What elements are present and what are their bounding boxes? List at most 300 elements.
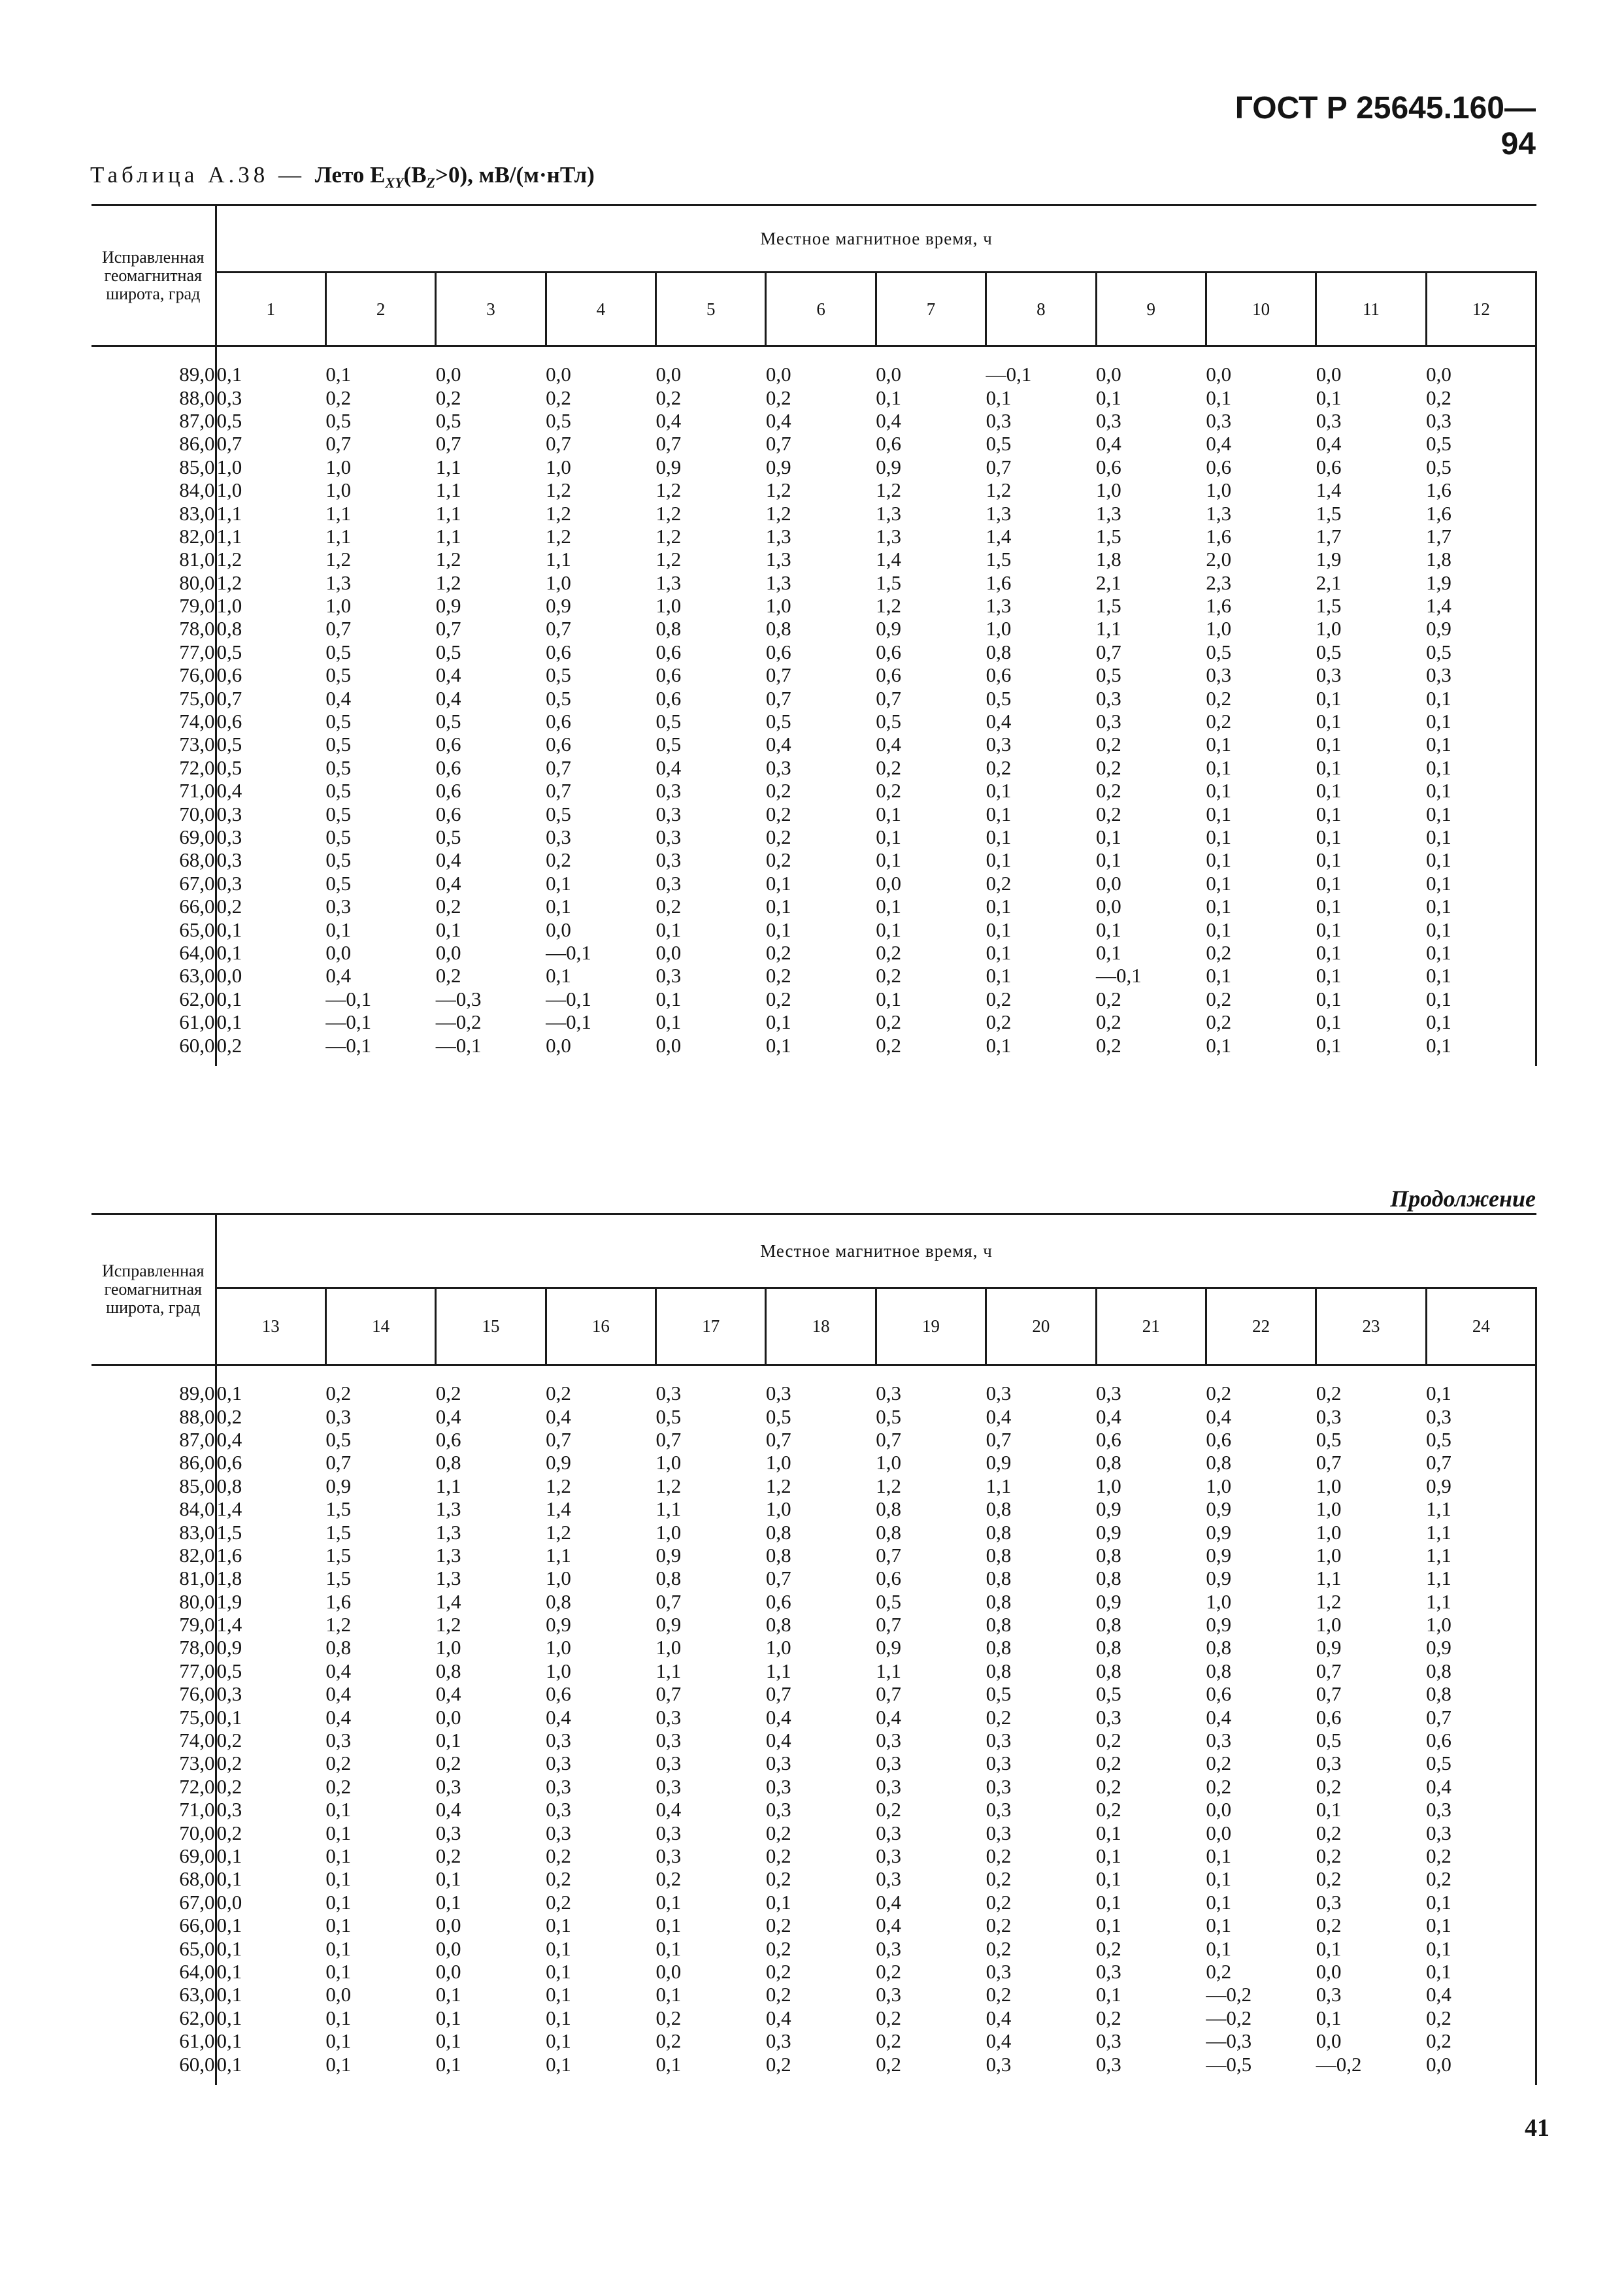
value-cell: 0,3 xyxy=(655,1774,682,1798)
value-cell: 0,1 xyxy=(546,871,571,895)
value-cell: 0,3 xyxy=(325,1729,352,1752)
value-cell: 0,1 xyxy=(325,1890,352,1914)
value-cell: 0,8 xyxy=(986,1659,1012,1682)
value-cell: 0,2 xyxy=(876,2006,901,2029)
value-cell: 0,2 xyxy=(986,1890,1012,1914)
table-row xyxy=(91,918,1536,940)
value-cell: 0,6 xyxy=(986,663,1012,687)
value-cell: 1,1 xyxy=(435,455,461,478)
value-cell: 0,1 xyxy=(325,1937,352,1960)
value-cell: 0,1 xyxy=(435,918,461,941)
value-cell: 0,2 xyxy=(1206,940,1232,964)
document-header: ГОСТ Р 25645.160—94 xyxy=(1235,91,1536,161)
value-cell: 0,3 xyxy=(216,802,242,825)
value-cell: 0,2 xyxy=(546,1867,571,1891)
value-cell: 0,2 xyxy=(876,1033,901,1057)
value-cell: 1,0 xyxy=(1206,617,1232,640)
lat-cell: 85,0 xyxy=(91,456,216,478)
value-cell: 0,4 xyxy=(325,686,352,710)
value-cell: 0,1 xyxy=(655,1890,682,1914)
value-cell: 1,6 xyxy=(1426,478,1536,501)
value-cell: 1,2 xyxy=(655,501,682,525)
lat-cell: 82,0 xyxy=(91,1544,216,1567)
value-cell: 0,0 xyxy=(1206,363,1232,386)
value-cell: 1,2 xyxy=(765,1474,791,1497)
value-cell: 1,3 xyxy=(765,571,791,594)
value-cell: 0,1 xyxy=(765,1033,791,1057)
value-cell: 0,1 xyxy=(1316,2006,1342,2029)
table-row xyxy=(91,1636,1536,1659)
value-cell: 0,1 xyxy=(435,2029,461,2053)
value-cell: 0,1 xyxy=(1426,1960,1536,1983)
value-cell: 0,0 xyxy=(216,964,242,988)
value-cell: 0,1 xyxy=(216,1937,242,1960)
table-row xyxy=(91,1405,1536,1427)
value-cell: 0,3 xyxy=(1316,1983,1342,2006)
value-cell: 0,1 xyxy=(655,1914,682,1937)
value-cell: 0,5 xyxy=(435,825,461,848)
value-cell: 0,8 xyxy=(986,1613,1012,1637)
caption-rest: (B xyxy=(403,162,427,188)
value-cell: 1,2 xyxy=(546,1520,571,1544)
value-cell: 0,2 xyxy=(655,1867,682,1891)
value-cell: 1,0 xyxy=(1316,1543,1342,1567)
value-cell: 0,2 xyxy=(1426,2029,1536,2052)
value-cell: 0,3 xyxy=(325,895,352,918)
lat-cell: 70,0 xyxy=(91,1821,216,1844)
value-cell: 0,3 xyxy=(1096,710,1121,733)
value-cell: 0,1 xyxy=(1096,825,1121,848)
value-cell: 1,4 xyxy=(876,548,901,571)
value-cell: 1,1 xyxy=(1096,617,1121,640)
value-cell: 1,0 xyxy=(325,478,352,502)
value-cell: 1,2 xyxy=(216,548,242,571)
value-cell: 0,4 xyxy=(655,408,682,432)
value-cell: 0,3 xyxy=(1316,1752,1342,1775)
value-cell: 1,0 xyxy=(765,1451,791,1474)
hour-header: 5 xyxy=(656,273,766,346)
value-cell: 0,2 xyxy=(325,1774,352,1798)
value-cell: 0,1 xyxy=(216,363,242,386)
value-cell: 0,4 xyxy=(325,1705,352,1729)
value-cell: 0,1 xyxy=(1426,1010,1536,1033)
value-cell: 0,5 xyxy=(325,408,352,432)
value-cell: 0,1 xyxy=(546,895,571,918)
value-cell: 0,1 xyxy=(986,918,1012,941)
table-row xyxy=(91,1937,1536,1959)
value-cell: 1,3 xyxy=(986,594,1012,618)
value-cell: 2,3 xyxy=(1206,571,1232,594)
value-cell: 0,0 xyxy=(546,1033,571,1057)
value-cell: 0,1 xyxy=(1316,964,1342,988)
value-cell: 0,4 xyxy=(435,1682,461,1706)
value-cell: 0,5 xyxy=(1096,1682,1121,1706)
value-cell: 0,2 xyxy=(765,1867,791,1891)
value-cell: 0,5 xyxy=(325,733,352,756)
value-cell: 0,2 xyxy=(216,1405,242,1428)
value-cell: 0,8 xyxy=(986,1589,1012,1613)
value-cell: 0,6 xyxy=(765,1589,791,1613)
value-cell: 0,0 xyxy=(655,1959,682,1983)
value-cell: 0,2 xyxy=(1206,1382,1232,1405)
table-row xyxy=(91,1752,1536,1774)
table-row xyxy=(91,1520,1536,1543)
value-cell: 0,8 xyxy=(1206,1636,1232,1659)
value-cell: 0,0 xyxy=(1316,2029,1342,2053)
value-cell: 0,0 xyxy=(1316,1959,1342,1983)
value-cell: 0,6 xyxy=(1316,455,1342,478)
value-cell: 0,4 xyxy=(765,408,791,432)
hour-header: 17 xyxy=(656,1288,766,1365)
value-cell: 0,2 xyxy=(1096,2006,1121,2029)
table-row xyxy=(91,825,1536,848)
value-cell: 0,7 xyxy=(325,432,352,456)
value-cell: 0,2 xyxy=(986,1867,1012,1891)
value-cell: 1,1 xyxy=(1426,1544,1536,1567)
value-cell: 0,8 xyxy=(986,640,1012,663)
value-cell: 0,7 xyxy=(876,1543,901,1567)
value-cell: 0,5 xyxy=(325,779,352,803)
lat-cell: 80,0 xyxy=(91,1590,216,1613)
value-cell: 0,5 xyxy=(325,663,352,687)
value-cell: 0,2 xyxy=(1096,1774,1121,1798)
value-cell: 1,6 xyxy=(1206,594,1232,618)
value-cell: 1,2 xyxy=(876,594,901,618)
value-cell: 0,0 xyxy=(1426,363,1536,386)
table-row xyxy=(91,686,1536,709)
value-cell: 0,5 xyxy=(216,733,242,756)
value-cell: 0,2 xyxy=(546,1382,571,1405)
value-cell: 0,3 xyxy=(1316,663,1342,687)
value-cell: 0,1 xyxy=(1206,779,1232,803)
value-cell: 1,2 xyxy=(765,478,791,502)
value-cell: 1,6 xyxy=(1206,524,1232,548)
lat-cell: 79,0 xyxy=(91,1613,216,1636)
value-cell: 1,6 xyxy=(986,571,1012,594)
value-cell: 0,1 xyxy=(1426,1382,1536,1405)
lat-cell: 87,0 xyxy=(91,1428,216,1451)
value-cell: 1,5 xyxy=(986,548,1012,571)
value-cell: 0,3 xyxy=(1426,1405,1536,1427)
value-cell: 0,4 xyxy=(876,1890,901,1914)
value-cell: 0,2 xyxy=(325,386,352,409)
value-cell: 1,1 xyxy=(435,524,461,548)
value-cell: 0,3 xyxy=(1206,1729,1232,1752)
value-cell: 0,1 xyxy=(1096,848,1121,872)
value-cell: 0,2 xyxy=(435,1382,461,1405)
value-cell: 0,2 xyxy=(1316,1914,1342,1937)
value-cell: 1,2 xyxy=(216,571,242,594)
value-cell: 0,1 xyxy=(216,2052,242,2076)
lat-cell: 62,0 xyxy=(91,988,216,1010)
value-cell: 0,5 xyxy=(546,408,571,432)
value-cell: 0,5 xyxy=(1426,640,1536,663)
value-cell: 0,3 xyxy=(546,1821,571,1844)
value-cell: 0,8 xyxy=(765,1520,791,1544)
value-cell: 0,1 xyxy=(1206,918,1232,941)
table-row xyxy=(91,2006,1536,2029)
value-cell: 0,9 xyxy=(876,617,901,640)
value-cell: 0,0 xyxy=(1096,363,1121,386)
value-cell: 0,1 xyxy=(1426,1937,1536,1959)
value-cell: 0,6 xyxy=(546,1682,571,1706)
time-group-header: Местное магнитное время, ч xyxy=(216,1214,1536,1288)
hour-header: 16 xyxy=(546,1288,655,1365)
value-cell: 1,0 xyxy=(655,1451,682,1474)
table-row xyxy=(91,1544,1536,1567)
value-cell: 0,1 xyxy=(655,2052,682,2076)
table-row xyxy=(91,802,1536,825)
value-cell: 1,3 xyxy=(435,1567,461,1590)
value-cell: 0,3 xyxy=(655,871,682,895)
value-cell: 0,4 xyxy=(765,1705,791,1729)
value-cell: 0,1 xyxy=(1316,918,1342,941)
value-cell: 0,1 xyxy=(986,848,1012,872)
value-cell: 0,0 xyxy=(546,363,571,386)
value-cell: 1,1 xyxy=(1316,1567,1342,1590)
value-cell: 1,5 xyxy=(325,1497,352,1521)
value-cell: 0,3 xyxy=(1316,408,1342,432)
value-cell: 1,3 xyxy=(1206,501,1232,525)
value-cell: 0,0 xyxy=(1206,1821,1232,1844)
value-cell: 1,2 xyxy=(876,1474,901,1497)
value-cell: 0,9 xyxy=(765,455,791,478)
value-cell: 0,1 xyxy=(546,1914,571,1937)
value-cell: 0,0 xyxy=(216,1890,242,1914)
value-cell: 0,8 xyxy=(765,617,791,640)
value-cell: 0,7 xyxy=(546,779,571,803)
value-cell: 0,3 xyxy=(546,1752,571,1775)
table-row xyxy=(91,1983,1536,2006)
value-cell: 1,2 xyxy=(655,524,682,548)
value-cell: 0,7 xyxy=(546,1427,571,1451)
value-cell: 0,3 xyxy=(986,2052,1012,2076)
value-cell: 0,1 xyxy=(216,1382,242,1405)
value-cell: 0,1 xyxy=(435,1983,461,2006)
value-cell: 0,0 xyxy=(655,940,682,964)
value-cell: 0,1 xyxy=(1206,848,1232,872)
value-cell: 0,1 xyxy=(1316,1033,1342,1057)
lat-cell: 89,0 xyxy=(91,1382,216,1405)
value-cell: 2,1 xyxy=(1316,571,1342,594)
value-cell: 1,1 xyxy=(655,1497,682,1521)
lat-cell: 61,0 xyxy=(91,1010,216,1033)
value-cell: 0,7 xyxy=(876,1427,901,1451)
caption-sub2: Z xyxy=(426,175,435,191)
hour-header: 1 xyxy=(216,273,325,346)
value-cell: 0,3 xyxy=(1316,1890,1342,1914)
value-cell: 0,2 xyxy=(1206,710,1232,733)
value-cell: 1,2 xyxy=(986,478,1012,502)
table-row xyxy=(91,1659,1536,1682)
value-cell: 1,0 xyxy=(1316,1613,1342,1637)
value-cell: 0,2 xyxy=(765,1983,791,2006)
lat-cell: 75,0 xyxy=(91,686,216,709)
value-cell: 1,0 xyxy=(1206,478,1232,502)
value-cell: 0,3 xyxy=(546,1798,571,1821)
value-cell: 0,2 xyxy=(1316,1844,1342,1867)
value-cell: 1,0 xyxy=(655,1520,682,1544)
lat-cell: 80,0 xyxy=(91,571,216,594)
value-cell: 0,2 xyxy=(1426,2006,1536,2029)
value-cell: 0,9 xyxy=(1206,1613,1232,1637)
value-cell: 0,5 xyxy=(876,1589,901,1613)
table-row xyxy=(91,548,1536,571)
lat-cell: 61,0 xyxy=(91,2029,216,2052)
value-cell: 0,2 xyxy=(765,825,791,848)
value-cell: 0,2 xyxy=(876,1010,901,1034)
hour-header: 2 xyxy=(325,273,435,346)
continuation-label: Продолжение xyxy=(1390,1186,1536,1212)
value-cell: 0,4 xyxy=(1206,1405,1232,1428)
value-cell: 0,3 xyxy=(546,825,571,848)
value-cell: 0,8 xyxy=(1096,1451,1121,1474)
value-cell: 1,5 xyxy=(325,1543,352,1567)
value-cell: 0,4 xyxy=(876,1705,901,1729)
value-cell: 0,9 xyxy=(1206,1520,1232,1544)
value-cell: 0,1 xyxy=(1316,802,1342,825)
value-cell: 0,4 xyxy=(876,733,901,756)
table-row xyxy=(91,1474,1536,1497)
value-cell: 1,0 xyxy=(1316,1497,1342,1521)
value-cell: 0,9 xyxy=(655,1613,682,1637)
value-cell: 0,3 xyxy=(986,1382,1012,1405)
caption-sub: XY xyxy=(385,175,404,191)
lat-cell: 76,0 xyxy=(91,1682,216,1705)
value-cell: 0,1 xyxy=(216,2029,242,2053)
lat-cell: 78,0 xyxy=(91,1636,216,1659)
value-cell: 0,6 xyxy=(1206,455,1232,478)
value-cell: 0,6 xyxy=(655,640,682,663)
value-cell: 0,0 xyxy=(876,363,901,386)
value-cell: 0,2 xyxy=(765,1844,791,1867)
value-cell: 0,2 xyxy=(546,386,571,409)
value-cell: 0,7 xyxy=(765,1567,791,1590)
value-cell: 0,2 xyxy=(435,1752,461,1775)
lat-cell: 81,0 xyxy=(91,1567,216,1589)
value-cell: 1,2 xyxy=(546,524,571,548)
lat-cell: 77,0 xyxy=(91,1659,216,1682)
value-cell: 0,1 xyxy=(325,2052,352,2076)
value-cell: 0,0 xyxy=(435,1959,461,1983)
value-cell: 0,1 xyxy=(1426,895,1536,918)
lat-cell: 74,0 xyxy=(91,710,216,733)
value-cell: 0,1 xyxy=(435,2052,461,2076)
value-cell: 1,2 xyxy=(655,1474,682,1497)
value-cell: 0,1 xyxy=(986,386,1012,409)
value-cell: —0,1 xyxy=(435,1033,482,1057)
value-cell: 0,7 xyxy=(1316,1659,1342,1682)
value-cell: 0,1 xyxy=(1316,733,1342,756)
value-cell: 1,3 xyxy=(765,548,791,571)
value-cell: 0,5 xyxy=(325,1427,352,1451)
value-cell: 0,1 xyxy=(1316,1010,1342,1034)
value-cell: 0,5 xyxy=(435,710,461,733)
value-cell: 0,1 xyxy=(216,1959,242,1983)
value-cell: 0,2 xyxy=(325,1382,352,1405)
table-row xyxy=(91,432,1536,455)
value-cell: 0,4 xyxy=(216,1427,242,1451)
value-cell: 0,5 xyxy=(655,733,682,756)
value-cell: 0,2 xyxy=(876,940,901,964)
value-cell: 1,5 xyxy=(1316,501,1342,525)
lat-cell: 65,0 xyxy=(91,918,216,940)
value-cell: 0,1 xyxy=(546,964,571,988)
value-cell: 1,1 xyxy=(1426,1497,1536,1520)
value-cell: 0,1 xyxy=(1426,988,1536,1010)
hour-header: 7 xyxy=(876,273,986,346)
value-cell: 0,8 xyxy=(435,1659,461,1682)
value-cell: 0,8 xyxy=(1426,1659,1536,1682)
value-cell: 0,5 xyxy=(325,710,352,733)
value-cell: 0,1 xyxy=(1426,733,1536,756)
lat-cell: 66,0 xyxy=(91,1914,216,1937)
value-cell: 0,2 xyxy=(325,1752,352,1775)
value-cell: 0,5 xyxy=(216,640,242,663)
lat-cell: 81,0 xyxy=(91,548,216,571)
value-cell: 0,8 xyxy=(765,1613,791,1637)
value-cell: 0,3 xyxy=(1206,408,1232,432)
value-cell: 1,3 xyxy=(986,501,1012,525)
value-cell: 0,4 xyxy=(876,1914,901,1937)
value-cell: 0,6 xyxy=(435,802,461,825)
value-cell: 1,0 xyxy=(1316,617,1342,640)
value-cell: 0,2 xyxy=(765,848,791,872)
value-cell: 0,5 xyxy=(1426,432,1536,455)
value-cell: 0,3 xyxy=(876,1821,901,1844)
value-cell: 0,4 xyxy=(546,1405,571,1428)
value-cell: 0,5 xyxy=(325,825,352,848)
value-cell: 0,3 xyxy=(876,1382,901,1405)
lat-cell: 70,0 xyxy=(91,802,216,825)
value-cell: 0,0 xyxy=(435,940,461,964)
value-cell: 0,4 xyxy=(435,871,461,895)
table-row xyxy=(91,594,1536,617)
value-cell: 0,3 xyxy=(325,1405,352,1428)
lat-cell: 74,0 xyxy=(91,1729,216,1752)
value-cell: 0,3 xyxy=(546,1729,571,1752)
value-cell: 0,7 xyxy=(876,1682,901,1706)
value-cell: 0,3 xyxy=(1096,2052,1121,2076)
value-cell: 1,2 xyxy=(876,478,901,502)
value-cell: 0,1 xyxy=(1316,871,1342,895)
value-cell: 0,3 xyxy=(986,1798,1012,1821)
lat-cell: 68,0 xyxy=(91,848,216,871)
value-cell: 0,9 xyxy=(1096,1497,1121,1521)
value-cell: 1,3 xyxy=(765,524,791,548)
value-cell: 0,1 xyxy=(325,1798,352,1821)
value-cell: 1,0 xyxy=(876,1451,901,1474)
value-cell: 0,9 xyxy=(546,594,571,618)
value-cell: 0,3 xyxy=(986,733,1012,756)
hour-header: 9 xyxy=(1096,273,1206,346)
value-cell: —0,2 xyxy=(435,1010,482,1034)
value-cell: 0,1 xyxy=(1316,848,1342,872)
value-cell: 1,5 xyxy=(216,1520,242,1544)
value-cell: 0,3 xyxy=(986,408,1012,432)
value-cell: 0,1 xyxy=(1206,1844,1232,1867)
value-cell: 0,2 xyxy=(765,940,791,964)
value-cell: 1,2 xyxy=(546,1474,571,1497)
value-cell: 0,3 xyxy=(1096,2029,1121,2053)
value-cell: 0,7 xyxy=(216,432,242,456)
value-cell: 0,3 xyxy=(216,386,242,409)
value-cell: 0,5 xyxy=(546,663,571,687)
value-cell: 0,2 xyxy=(546,1890,571,1914)
value-cell: 0,1 xyxy=(435,1729,461,1752)
table-row xyxy=(91,409,1536,432)
value-cell: 0,8 xyxy=(546,1589,571,1613)
